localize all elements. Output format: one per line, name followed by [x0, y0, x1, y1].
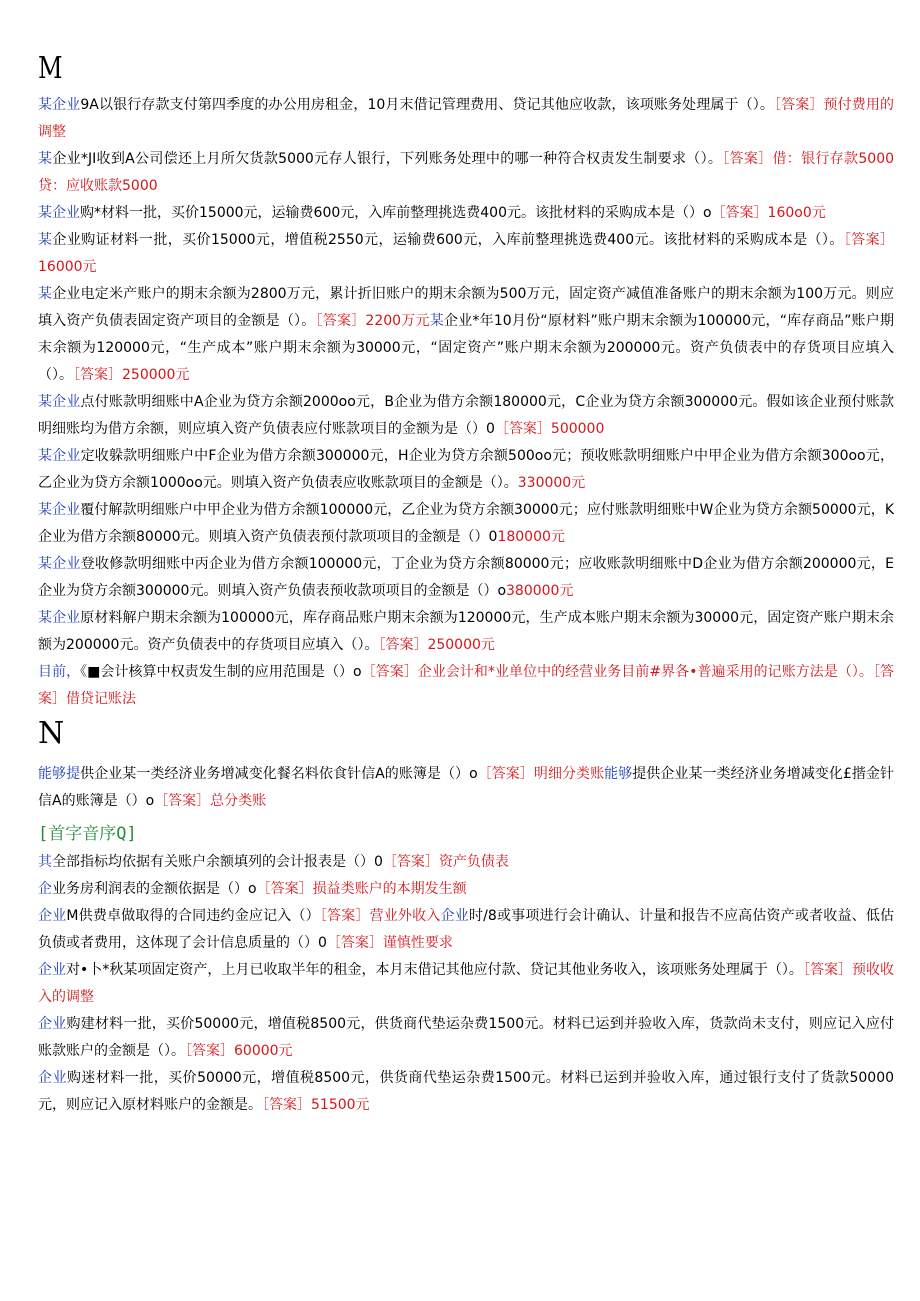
question-text: 企业购证材料一批，买价15000元，增值税2550元，运输费600元，入库前整理挑选费400元。该批材料的采购成本是（）。	[52, 232, 844, 248]
question-text: 企业电定米产账户的期末余额为2800万元，累计折旧账户的期末余额为500万元，固定资产减值准备账户的期末余额为100万元。则应填入资产负债表固定资产项目的金额是（）。	[38, 286, 894, 329]
question-lead: 能够提	[38, 766, 81, 782]
question-text: 9A以银行存款支付第四季度的办公用房租金，10月末借记管理费用、贷记其他应收款，该项账务处理属于（）。	[80, 97, 774, 113]
question-paragraph	[38, 659, 894, 713]
question-paragraph	[38, 389, 894, 443]
answer-text: ［答案］营业外收入	[319, 908, 441, 924]
answer-text: ［答案］250000元	[378, 637, 495, 653]
question-paragraph	[38, 761, 894, 815]
question-text: 提供企业某一类经济业务增减变化£揩金针信A的账簿是（）o	[38, 766, 895, 809]
question-lead: 某企业	[38, 97, 81, 113]
question-paragraph	[38, 1065, 894, 1119]
question-lead: 能够	[604, 766, 633, 782]
question-lead: 某企业	[38, 448, 81, 464]
question-text: 企业*年10月份“原材料”账户期末余额为100000元，“库存商品”账户期末余额为120000元，“生产成本”账户期末余额为30000元，“固定资产”账户期末余额为200000元。资产负债表中的存货项目应填入（）。	[38, 313, 895, 383]
answer-text: ［答案］损益类账户的本期发生额	[256, 881, 467, 897]
question-paragraph	[38, 903, 894, 957]
question-text: 点付账款明细账中A企业为贷方余额2000oo元，B企业为借方余额180000元，C企业为贷方余额300000元。假如该企业预付账款明细账均为借方余额，则应填入资产负债表应付账款项目的金额为是（）0	[38, 394, 894, 437]
question-paragraph	[38, 146, 894, 200]
question-lead: 企	[38, 881, 52, 897]
section-heading-n: N	[38, 716, 65, 751]
question-text: 《■会计核算中权责发生制的应用范围是（）o	[80, 664, 362, 680]
question-lead: 其	[38, 854, 52, 870]
question-lead: 企业	[38, 1016, 67, 1032]
document-content	[38, 52, 894, 1119]
question-lead: 某企业	[38, 205, 80, 221]
answer-text: ［答案］借：银行存款5000贷：应收账款5000	[38, 151, 895, 194]
question-paragraph	[38, 443, 894, 497]
answer-text: ［答案］60000元	[185, 1043, 293, 1059]
question-text: 购迷材料一批，买价50000元，增值税8500元，供货商代垫运杂费1500元。材料已运到并验收入库，通过银行支付了货款50000元，则应记入原材料账户的金额是。	[38, 1070, 895, 1113]
question-lead: 某企业	[38, 502, 81, 518]
question-lead: 某	[38, 151, 53, 167]
answer-text: ［答案］明细分类账	[477, 766, 605, 782]
question-text: 业务房利润表的金额依据是（）o	[52, 881, 257, 897]
question-lead: 企业	[440, 908, 469, 924]
question-text: 登收修款明细账中丙企业为借方余额100000元，丁企业为贷方余额80000元；应收账款明细账中D企业为借方余额200000元，E企业为贷方余额300000元。则填入资产负债表预收款项项目的金额是（）o	[38, 556, 895, 599]
question-lead: 某企业	[38, 556, 81, 572]
question-paragraph	[38, 605, 894, 659]
question-paragraph	[38, 497, 894, 551]
answer-text: ［答案］16000元	[38, 232, 895, 275]
question-paragraph	[38, 1011, 894, 1065]
answer-text: ［答案］51500元	[262, 1097, 370, 1113]
question-lead: 企业	[38, 908, 67, 924]
question-text: 覆付解款明细账户中甲企业为借方余额100000元，乙企业为贷方余额30000元；应付账款明细账中W企业为贷方余额50000元，K企业为借方余额80000元。则填入资产负债表预付款项项目的金额是（）0	[38, 502, 895, 545]
answer-text: 380000元	[506, 583, 574, 599]
question-paragraph	[38, 92, 894, 146]
question-text: 企业*JI收到A公司偿还上月所欠货款5000元存人银行，下列账务处理中的哪一种符合权责发生制要求（）。	[52, 151, 723, 167]
question-lead: 某企业	[38, 394, 81, 410]
question-text: 购建材料一批，买价50000元，增值税8500元，供货商代垫运杂费1500元。材料已运到并验收入库，货款尚未支付，则应记入应付账款账户的金额是（）。	[38, 1016, 894, 1059]
question-lead: 目前，	[38, 664, 81, 680]
pinyin-section-marker: [首字音序Q]	[38, 824, 137, 844]
answer-text: 180000元	[497, 529, 565, 545]
question-paragraph	[38, 957, 894, 1011]
answer-text: ［答案］160o0元	[711, 205, 826, 221]
question-paragraph	[38, 200, 894, 227]
answer-text: ［答案］谨慎性要求	[326, 935, 453, 951]
question-lead: 某	[429, 313, 444, 329]
question-text: 购*材料一批，买价15000元，运输费600元，入库前整理挑选费400元。该批材料的采购成本是（）o	[80, 205, 712, 221]
question-text: 全部指标均依据有关账户余额填列的会计报表是（）0	[52, 854, 383, 870]
question-lead: 某	[38, 232, 53, 248]
question-text: 定收躲款明细账户中F企业为借方余额300000元，H企业为贷方余额500oo元；预收账款明细账户中甲企业为借方余额300oo元，乙企业为贷方余额1000oo元。则填入资产负债表应收账款项目的金额是（）。	[38, 448, 895, 491]
answer-text: ［答案］预收收入的调整	[38, 962, 895, 1005]
question-lead: 某	[38, 286, 53, 302]
question-lead: 企业	[38, 1070, 67, 1086]
answer-text: ［答案］2200万元	[315, 313, 430, 329]
answer-text: 330000元	[517, 475, 586, 491]
question-paragraph	[38, 227, 894, 281]
question-text: M供费卓做取得的合同违约金应记入（）	[66, 908, 320, 924]
question-paragraph	[38, 551, 894, 605]
answer-text: ［答案］500000	[494, 421, 605, 437]
question-paragraph	[38, 876, 894, 903]
question-text: 对•卜*秋某项固定资产，上月已收取半年的租金，本月末借记其他应付款、贷记其他业务收入，该项账务处理属于（）。	[66, 962, 803, 978]
question-lead: 某企业	[38, 610, 81, 626]
question-lead: 企业	[38, 962, 67, 978]
answer-text: ［答案］总分类账	[154, 793, 267, 809]
question-text: 时/8或事项进行会计确认、计量和报告不应高估资产或者收益、低估负债或者费用，这体现了会计信息质量的（）0	[38, 908, 895, 951]
answer-text: ［答案］预付费用的调整	[38, 97, 895, 140]
question-paragraph	[38, 281, 894, 389]
question-text: 原材料解户期末余额为100000元，库存商品账户期末余额为120000元，生产成本账户期末余额为30000元，固定资产账户期末余额为200000元。资产负债表中的存货项目应填入（）。	[38, 610, 894, 653]
answer-text: ［答案］企业会计和*业单位中的经营业务目前#界各•普遍采用的记账方法是（）。［答案］借贷记账法	[38, 664, 894, 707]
question-text: 供企业某一类经济业务增减变化餐名料依食针信A的账簿是（）o	[80, 766, 478, 782]
section-heading-m: M	[38, 51, 63, 86]
answer-text: ［答案］资产负债表	[382, 854, 509, 870]
answer-text: ［答案］250000元	[73, 367, 190, 383]
question-paragraph	[38, 849, 894, 876]
